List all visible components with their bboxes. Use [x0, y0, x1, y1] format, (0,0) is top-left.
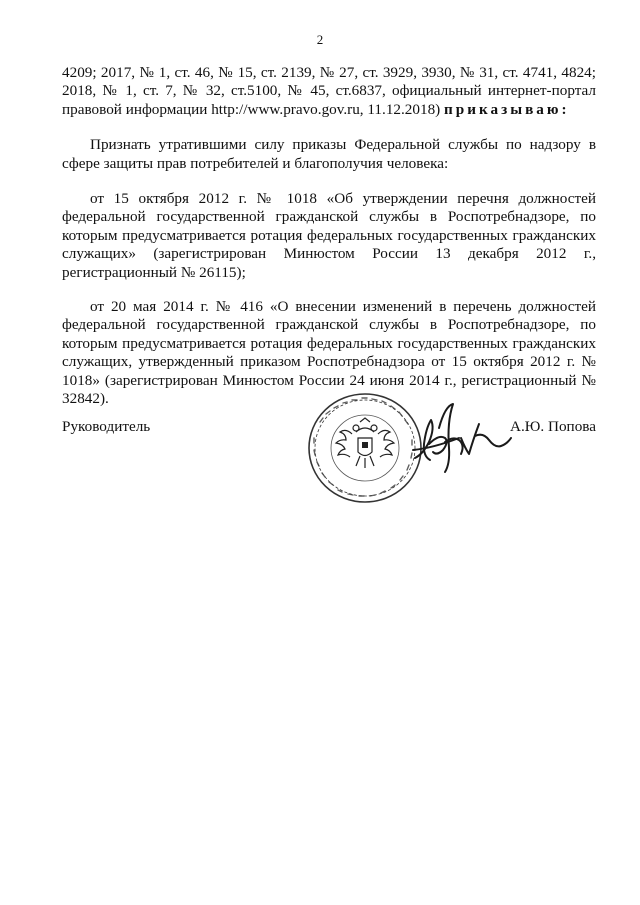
paragraph-order-1018: от 15 октября 2012 г. № 1018 «Об утверждении перечня должностей федеральной государственной гражданской службы в Роспотребнадзоре, по которым предусматривается ротация федеральных государственных гражданских служащих» (зарегистрирован Минюстом России 13 декабря 2012 г., регистрационный № 26115);: [62, 190, 596, 281]
order-keyword: приказываю:: [444, 100, 570, 118]
signatory-title: Руководитель: [62, 418, 151, 435]
page-number: 2: [316, 32, 324, 47]
paragraph-order-416: от 20 мая 2014 г. № 416 «О внесении изменений в перечень должностей федеральной государственной гражданской службы в Роспотребнадзоре, по которым предусматривается ротация федеральных государственных гражданских служащих, утвержденный приказом Роспотребнадзора от 15 октября 2012 г. № 1018» (зарегистрирован Минюстом России 24 июня 2014 г., регистрационный № 32842).: [62, 298, 596, 408]
signatory-name: А.Ю. Попова: [510, 418, 596, 435]
document-body: [62, 64, 596, 409]
paragraph-declare-invalid: Признать утратившими силу приказы Федеральной службы по надзору в сфере защиты прав потребителей и благополучия человека:: [62, 136, 596, 172]
legal-basis-text: 4209; 2017, № 1, ст. 46, № 15, ст. 2139, № 27, ст. 3929, 3930, № 31, ст. 4741, 4824; 2018, № 1, ст. 7, № 32, ст.5100, № 45, ст.6837, официальный интернет-портал правовой информации http://www.pravo.gov.ru, 11.12.2018): [62, 64, 596, 118]
paragraph-legal-basis: [62, 64, 596, 119]
handwritten-signature-icon: [405, 398, 515, 478]
